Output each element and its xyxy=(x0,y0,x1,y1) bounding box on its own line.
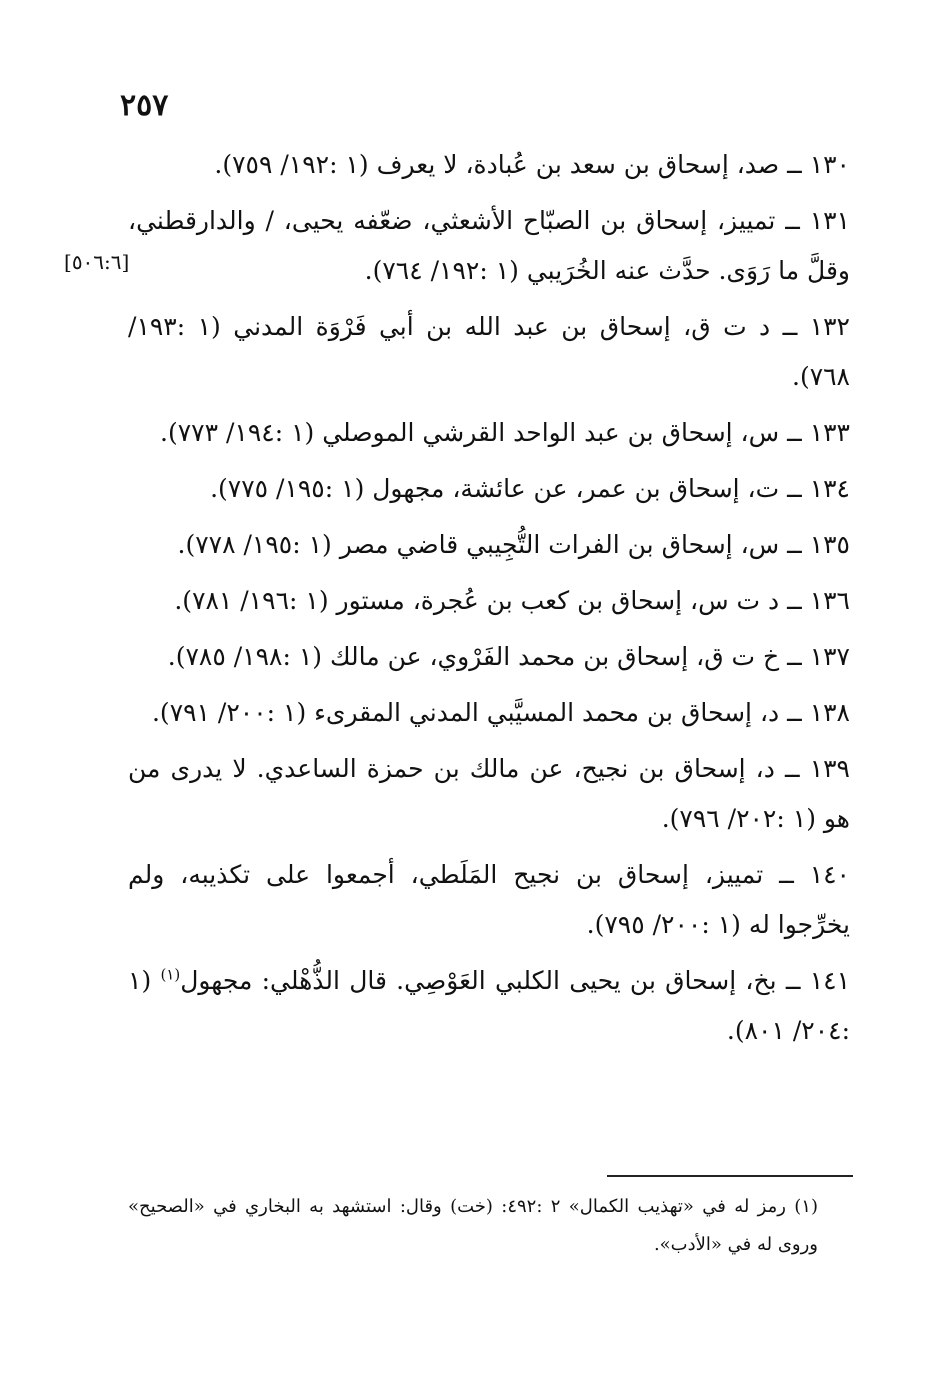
margin-reference: [٥٠٦:٦] xyxy=(64,250,130,274)
entry-137: ١٣٧ ــ خ ت ق، إسحاق بن محمد الفَرْوي، عن مالك (١ :١٩٨/ ٧٨٥). xyxy=(167,642,850,671)
footnote-divider xyxy=(607,1175,853,1177)
entry-140: ١٤٠ ــ تمييز، إسحاق بن نجيح المَلَطي، أجمعوا على تكذيبه، ولم يخرِّجوا له (١ :٢٠٠/ ٧٩٥). xyxy=(128,860,850,939)
entry-133: ١٣٣ ــ س، إسحاق بن عبد الواحد القرشي الموصلي (١ :١٩٤/ ٧٧٣). xyxy=(160,418,850,447)
entry-138: ١٣٨ ــ د، إسحاق بن محمد المسيَّبي المدني المقرىء (١ :٢٠٠/ ٧٩١). xyxy=(151,698,850,727)
entry-141-ref: (١ :٢٠٤/ ٨٠١). xyxy=(128,966,850,1045)
entry-135: ١٣٥ ــ س، إسحاق بن الفرات التُّجِيبي قاضي مصر (١ :١٩٥/ ٧٧٨). xyxy=(177,530,850,559)
entry-131: ١٣١ ــ تمييز، إسحاق بن الصبّاح الأشعثي، ضعّفه يحيى، / والدارقطني، وقلَّ ما رَوَى. حدَّث عنه الخُرَيبي (١ :١٩٢/ ٧٦٤). xyxy=(128,206,850,285)
entry-130: ١٣٠ ــ صد، إسحاق بن سعد بن عُبادة، لا يعرف (١ :١٩٢/ ٧٥٩). xyxy=(214,150,850,179)
entry-141-text: ١٤١ ــ بخ، إسحاق بن يحيى الكلبي العَوْصِي. قال الذُّهْلي: مجهول xyxy=(180,966,851,995)
entry-136: ١٣٦ ــ د ت س، إسحاق بن كعب بن عُجرة، مستور (١ :١٩٦/ ٧٨١). xyxy=(174,586,850,615)
entry-132: ١٣٢ ــ د ت ق، إسحاق بن عبد الله بن أبي فَرْوَة المدني (١ :١٩٣/ ٧٦٨). xyxy=(128,312,850,391)
entry-134: ١٣٤ ــ ت، إسحاق بن عمر، عن عائشة، مجهول (١ :١٩٥/ ٧٧٥). xyxy=(210,474,850,503)
entries-list xyxy=(128,140,850,1062)
entry-141 xyxy=(128,956,850,1056)
footnote: (١) رمز له في «تهذيب الكمال» ٢ :٤٩٢: (خت) وقال: استشهد به البخاري في «الصحيح» وروى له في «الأدب». xyxy=(128,1196,818,1255)
footnote-marker: (١) xyxy=(160,965,181,984)
page-number: ٢٥٧ xyxy=(120,88,169,123)
entry-139: ١٣٩ ــ د، إسحاق بن نجيح، عن مالك بن حمزة الساعدي. لا يدرى من هو (١ :٢٠٢/ ٧٩٦). xyxy=(128,754,850,833)
